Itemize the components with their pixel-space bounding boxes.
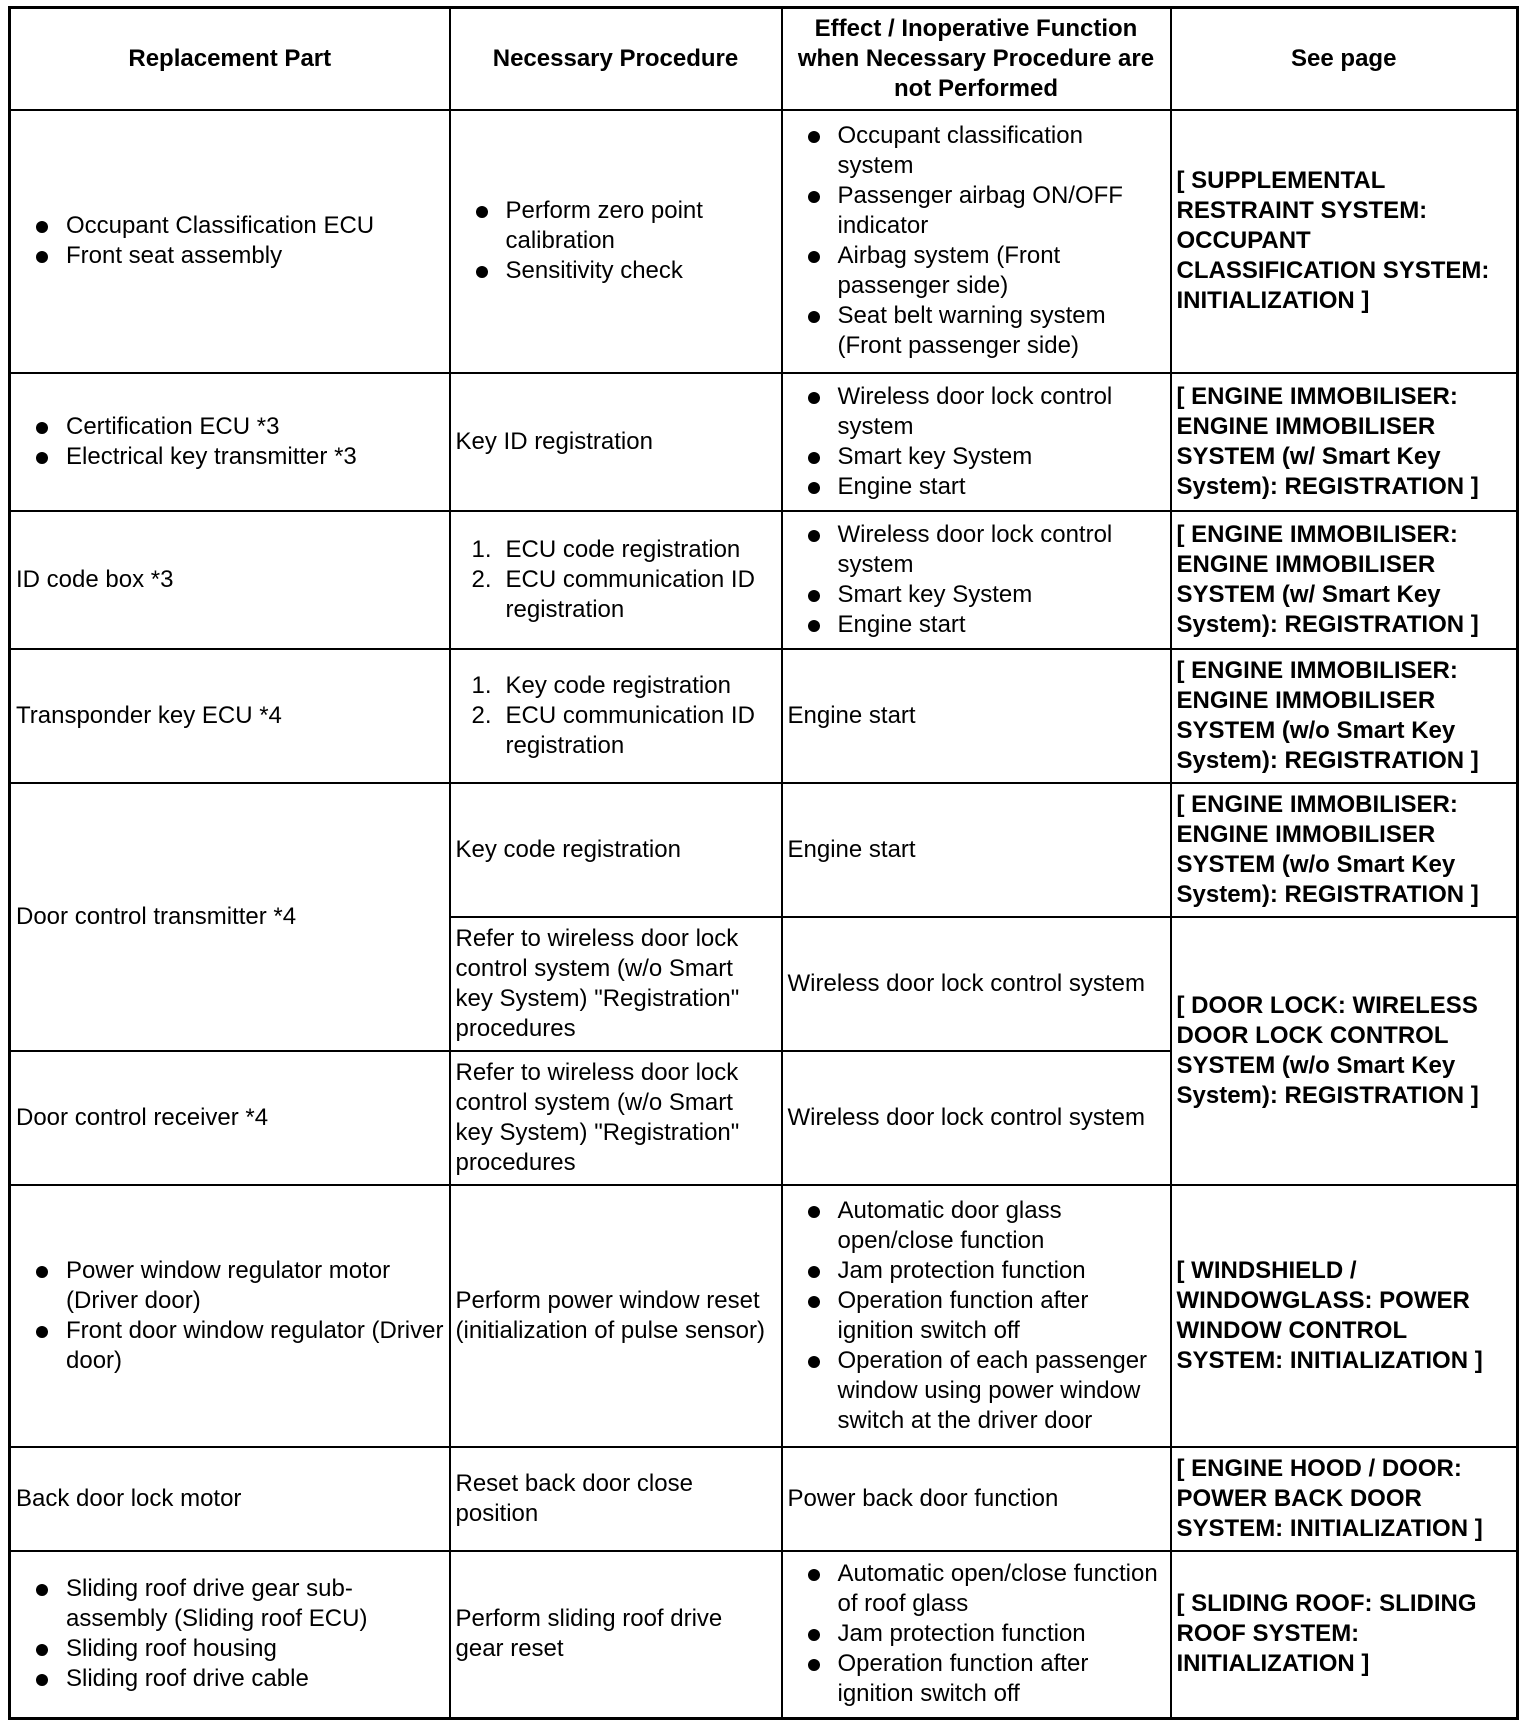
list-item: Jam protection function (808, 1619, 1165, 1649)
replacement-part-cell (10, 1185, 450, 1447)
procedure-cell: Refer to wireless door lock control system (w/o Smart key System) "Registration" procedures (450, 1051, 782, 1185)
list-item: Engine start (808, 472, 1165, 502)
list-item: Operation of each passenger window using power window switch at the driver door (808, 1346, 1165, 1436)
header-replacement-part: Replacement Part (10, 8, 450, 110)
list-item: Operation function after ignition switch off (808, 1286, 1165, 1346)
list-item (472, 535, 776, 565)
list-item: Automatic open/close function of roof glass (808, 1559, 1165, 1619)
list-item: Operation function after ignition switch off (808, 1649, 1165, 1709)
replacement-part-cell: Transponder key ECU *4 (10, 649, 450, 783)
list-item: Smart key System (808, 442, 1165, 472)
list-item: Automatic door glass open/close function (808, 1196, 1165, 1256)
list-item: Airbag system (Front passenger side) (808, 241, 1165, 301)
table-row (10, 511, 1518, 649)
see-page-cell: [ WINDSHIELD / WINDOWGLASS: POWER WINDOW CONTROL SYSTEM: INITIALIZATION ] (1171, 1185, 1518, 1447)
list-item: Occupant Classification ECU (36, 211, 444, 241)
list-item: Wireless door lock control system (808, 520, 1165, 580)
list-number: 1. (471, 671, 492, 699)
procedure-cell (450, 649, 782, 783)
procedure-cell: Refer to wireless door lock control system (w/o Smart key System) "Registration" procedures (450, 917, 782, 1051)
procedure-cell (450, 110, 782, 373)
list-text: ECU communication ID registration (505, 565, 755, 623)
see-page-cell: [ ENGINE IMMOBILISER: ENGINE IMMOBILISER SYSTEM (w/ Smart Key System): REGISTRATION ] (1171, 511, 1518, 649)
table-row (10, 110, 1518, 373)
replacement-part-cell (10, 110, 450, 373)
table-row (10, 1185, 1518, 1447)
list-item (472, 671, 776, 701)
table-row (10, 783, 1518, 917)
effect-cell (782, 1551, 1171, 1719)
list-item: Jam protection function (808, 1256, 1165, 1286)
see-page-cell: [ ENGINE HOOD / DOOR: POWER BACK DOOR SYSTEM: INITIALIZATION ] (1171, 1447, 1518, 1551)
list-text: ECU communication ID registration (505, 701, 755, 759)
procedure-cell: Perform sliding roof drive gear reset (450, 1551, 782, 1719)
procedure-cell: Key ID registration (450, 373, 782, 511)
list-text: ECU code registration (505, 535, 741, 563)
list-item: Sliding roof housing (36, 1634, 444, 1664)
table-row (10, 649, 1518, 783)
list-item: Front seat assembly (36, 241, 444, 271)
header-effect: Effect / Inoperative Function when Necessary Procedure are not Performed (782, 8, 1171, 110)
see-page-cell: [ ENGINE IMMOBILISER: ENGINE IMMOBILISER SYSTEM (w/o Smart Key System): REGISTRATION ] (1171, 649, 1518, 783)
list-item: Engine start (808, 610, 1165, 640)
list-item: Power window regulator motor (Driver door) (36, 1256, 444, 1316)
list-item: Certification ECU *3 (36, 412, 444, 442)
effect-cell (782, 511, 1171, 649)
procedure-cell: Perform power window reset (initialization of pulse sensor) (450, 1185, 782, 1447)
effect-cell (782, 373, 1171, 511)
replacement-part-cell: Back door lock motor (10, 1447, 450, 1551)
table-row (10, 1551, 1518, 1719)
list-number: 2. (471, 701, 492, 729)
list-item: Wireless door lock control system (808, 382, 1165, 442)
replacement-part-cell: ID code box *3 (10, 511, 450, 649)
effect-cell: Power back door function (782, 1447, 1171, 1551)
list-item (472, 701, 776, 761)
header-row (10, 8, 1518, 110)
list-item: Electrical key transmitter *3 (36, 442, 444, 472)
list-item: Occupant classification system (808, 121, 1165, 181)
procedure-cell: Reset back door close position (450, 1447, 782, 1551)
replacement-procedure-table (8, 6, 1519, 1720)
see-page-cell: [ SUPPLEMENTAL RESTRAINT SYSTEM: OCCUPANT CLASSIFICATION SYSTEM: INITIALIZATION ] (1171, 110, 1518, 373)
list-number: 1. (471, 535, 492, 563)
replacement-part-cell: Door control receiver *4 (10, 1051, 450, 1185)
procedure-cell (450, 511, 782, 649)
see-page-cell: [ ENGINE IMMOBILISER: ENGINE IMMOBILISER SYSTEM (w/o Smart Key System): REGISTRATION ] (1171, 783, 1518, 917)
replacement-part-cell (10, 373, 450, 511)
list-item: Perform zero point calibration (476, 196, 776, 256)
list-item: Sensitivity check (476, 256, 776, 286)
list-item: Seat belt warning system (Front passenger side) (808, 301, 1165, 361)
see-page-cell: [ ENGINE IMMOBILISER: ENGINE IMMOBILISER SYSTEM (w/ Smart Key System): REGISTRATION ] (1171, 373, 1518, 511)
list-number: 2. (471, 565, 492, 593)
list-item: Passenger airbag ON/OFF indicator (808, 181, 1165, 241)
replacement-part-cell (10, 1551, 450, 1719)
header-see-page: See page (1171, 8, 1518, 110)
effect-cell: Engine start (782, 649, 1171, 783)
list-item (472, 565, 776, 625)
effect-cell (782, 1185, 1171, 1447)
table-row (10, 373, 1518, 511)
effect-cell: Wireless door lock control system (782, 917, 1171, 1051)
list-item: Smart key System (808, 580, 1165, 610)
header-necessary-procedure: Necessary Procedure (450, 8, 782, 110)
see-page-cell: [ DOOR LOCK: WIRELESS DOOR LOCK CONTROL SYSTEM (w/o Smart Key System): REGISTRATION ] (1171, 917, 1518, 1185)
effect-cell (782, 110, 1171, 373)
list-item: Sliding roof drive cable (36, 1664, 444, 1694)
list-text: Key code registration (505, 671, 731, 699)
table-row (10, 1447, 1518, 1551)
list-item: Front door window regulator (Driver door) (36, 1316, 444, 1376)
replacement-part-cell: Door control transmitter *4 (10, 783, 450, 1051)
effect-cell: Wireless door lock control system (782, 1051, 1171, 1185)
effect-cell: Engine start (782, 783, 1171, 917)
procedure-cell: Key code registration (450, 783, 782, 917)
list-item: Sliding roof drive gear sub-assembly (Sliding roof ECU) (36, 1574, 444, 1634)
see-page-cell: [ SLIDING ROOF: SLIDING ROOF SYSTEM: INITIALIZATION ] (1171, 1551, 1518, 1719)
